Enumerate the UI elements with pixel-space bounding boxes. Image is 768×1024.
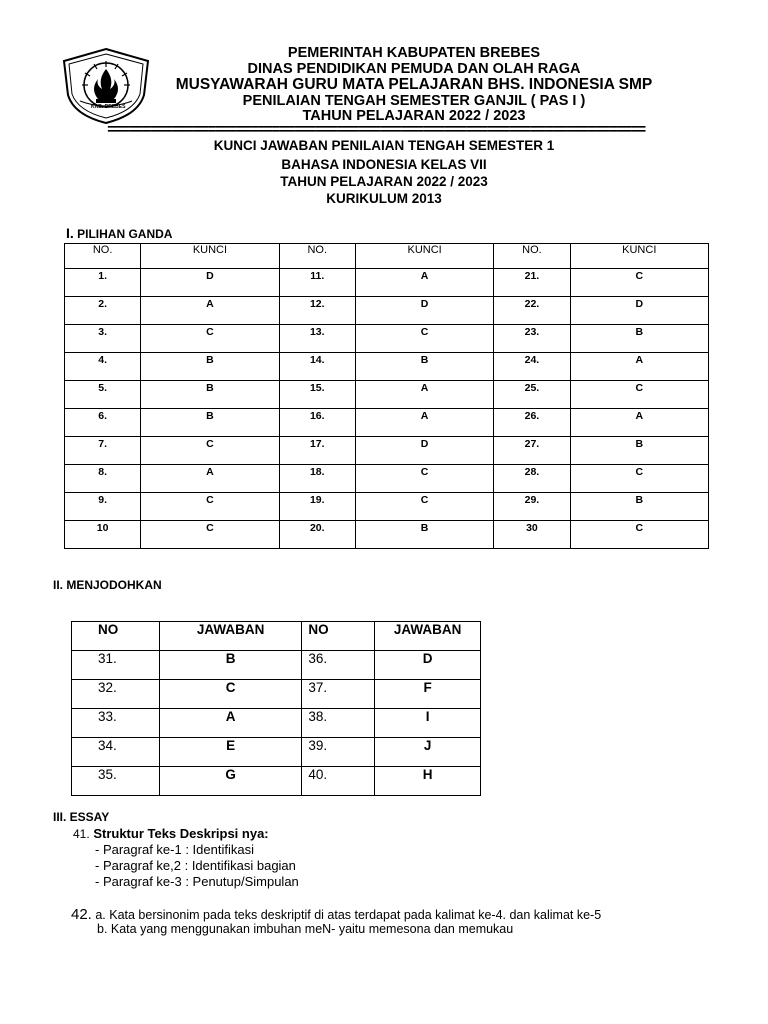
cell-no: 27. <box>494 437 570 465</box>
cell-no: 17. <box>279 437 355 465</box>
essay-question-42 <box>71 906 601 923</box>
cell-no: 9. <box>65 493 141 521</box>
doc-curriculum: KURIKULUM 2013 <box>326 191 442 206</box>
header-kunci: KUNCI <box>355 244 493 269</box>
cell-kunci: B <box>570 437 708 465</box>
header-jawaban: JAWABAN <box>159 622 302 651</box>
table-row <box>72 651 481 680</box>
cell-kunci: C <box>355 493 493 521</box>
table-row <box>65 409 709 437</box>
cell-kunci: D <box>141 269 279 297</box>
cell-no: 1. <box>65 269 141 297</box>
cell-no: 39. <box>302 738 375 767</box>
cell-no: 21. <box>494 269 570 297</box>
cell-jawaban: A <box>159 709 302 738</box>
cell-kunci: A <box>141 297 279 325</box>
cell-kunci: B <box>570 325 708 353</box>
cell-no: 28. <box>494 465 570 493</box>
cell-kunci: B <box>141 409 279 437</box>
table-row <box>72 680 481 709</box>
cell-kunci: B <box>355 353 493 381</box>
essay-question-41 <box>73 826 269 841</box>
cell-jawaban: E <box>159 738 302 767</box>
table-row <box>65 325 709 353</box>
header-no: NO. <box>65 244 141 269</box>
cell-kunci: C <box>141 437 279 465</box>
cell-no: 4. <box>65 353 141 381</box>
cell-no: 20. <box>279 521 355 549</box>
cell-no: 3. <box>65 325 141 353</box>
header-government: PEMERINTAH KABUPATEN BREBES <box>287 45 541 61</box>
header-exam: PENILAIAN TENGAH SEMESTER GANJIL ( PAS I ) <box>242 93 586 109</box>
cell-no: 34. <box>72 738 160 767</box>
cell-no: 6. <box>65 409 141 437</box>
header-no: NO. <box>494 244 570 269</box>
header-kunci: KUNCI <box>570 244 708 269</box>
header-mgmp: MUSYAWARAH GURU MATA PELAJARAN BHS. INDONESIA SMP <box>175 76 653 93</box>
table-row <box>72 709 481 738</box>
table-row <box>65 353 709 381</box>
cell-kunci: B <box>570 493 708 521</box>
cell-kunci: D <box>570 297 708 325</box>
cell-jawaban: J <box>375 738 481 767</box>
cell-no: 15. <box>279 381 355 409</box>
cell-kunci: A <box>570 409 708 437</box>
table-row <box>72 767 481 796</box>
cell-no: 35. <box>72 767 160 796</box>
cell-no: 8. <box>65 465 141 493</box>
table-row <box>65 297 709 325</box>
cell-jawaban: F <box>375 680 481 709</box>
cell-kunci: C <box>570 269 708 297</box>
answer-a: a. Kata bersinonim pada teks deskriptif di atas terdapat pada kalimat ke-4. dan kalimat ke-5 <box>95 908 602 922</box>
cell-no: 37. <box>302 680 375 709</box>
doc-year: TAHUN PELAJARAN 2022 / 2023 <box>280 174 488 189</box>
table-row <box>72 738 481 767</box>
cell-no: 12. <box>279 297 355 325</box>
cell-no: 31. <box>72 651 160 680</box>
cell-kunci: C <box>570 465 708 493</box>
cell-no: 38. <box>302 709 375 738</box>
cell-kunci: A <box>355 269 493 297</box>
logo-caption: KAB. BREBES <box>91 104 126 110</box>
cell-no: 11. <box>279 269 355 297</box>
header-kunci: KUNCI <box>141 244 279 269</box>
header-department: DINAS PENDIDIKAN PEMUDA DAN OLAH RAGA <box>247 61 581 77</box>
cell-kunci: C <box>141 493 279 521</box>
cell-kunci: A <box>355 381 493 409</box>
section-menjodohkan-title: II. MENJODOHKAN <box>53 578 162 592</box>
section-title-text: PILIHAN GANDA <box>77 227 173 241</box>
cell-jawaban: B <box>159 651 302 680</box>
table-header-row <box>65 244 709 269</box>
cell-kunci: D <box>355 437 493 465</box>
cell-no: 36. <box>302 651 375 680</box>
answer-b: b. Kata yang menggunakan imbuhan meN- yaitu memesona dan memukau <box>97 922 514 936</box>
cell-kunci: B <box>141 353 279 381</box>
cell-kunci: D <box>355 297 493 325</box>
cell-no: 40. <box>302 767 375 796</box>
doc-subject: BAHASA INDONESIA KELAS VII <box>281 157 487 172</box>
cell-kunci: C <box>355 325 493 353</box>
cell-jawaban: G <box>159 767 302 796</box>
cell-kunci: C <box>570 521 708 549</box>
list-item: - Paragraf ke-3 : Penutup/Simpulan <box>95 874 299 889</box>
list-item: - Paragraf ke,2 : Identifikasi bagian <box>95 858 296 873</box>
cell-jawaban: H <box>375 767 481 796</box>
cell-no: 16. <box>279 409 355 437</box>
cell-no: 19. <box>279 493 355 521</box>
cell-no: 5. <box>65 381 141 409</box>
cell-kunci: B <box>355 521 493 549</box>
question-title: Struktur Teks Deskripsi nya: <box>93 826 269 841</box>
question-number: 42. <box>71 906 92 923</box>
cell-no: 24. <box>494 353 570 381</box>
table-row <box>65 269 709 297</box>
table-header-row <box>72 622 481 651</box>
cell-kunci: C <box>570 381 708 409</box>
header-separator: =========================================================================== <box>107 122 645 138</box>
section-pilihan-ganda-title <box>66 225 172 241</box>
cell-kunci: A <box>141 465 279 493</box>
cell-no: 7. <box>65 437 141 465</box>
cell-kunci: C <box>141 325 279 353</box>
cell-no: 2. <box>65 297 141 325</box>
cell-no: 13. <box>279 325 355 353</box>
cell-jawaban: D <box>375 651 481 680</box>
cell-jawaban: C <box>159 680 302 709</box>
cell-kunci: A <box>355 409 493 437</box>
cell-no: 25. <box>494 381 570 409</box>
table-row <box>65 493 709 521</box>
table-row <box>65 381 709 409</box>
header-jawaban: JAWABAN <box>375 622 481 651</box>
header-no: NO <box>72 622 160 651</box>
table-row <box>65 521 709 549</box>
question-number: 41. <box>73 827 90 841</box>
cell-no: 10 <box>65 521 141 549</box>
table-row <box>65 465 709 493</box>
cell-no: 32. <box>72 680 160 709</box>
cell-no: 30 <box>494 521 570 549</box>
cell-no: 18. <box>279 465 355 493</box>
header-year: TAHUN PELAJARAN 2022 / 2023 <box>302 108 526 124</box>
cell-kunci: C <box>141 521 279 549</box>
table-row <box>65 437 709 465</box>
section-essay-title: III. ESSAY <box>53 810 110 824</box>
cell-kunci: A <box>570 353 708 381</box>
cell-no: 23. <box>494 325 570 353</box>
cell-no: 14. <box>279 353 355 381</box>
cell-no: 26. <box>494 409 570 437</box>
header-no: NO. <box>279 244 355 269</box>
cell-no: 29. <box>494 493 570 521</box>
doc-title: KUNCI JAWABAN PENILAIAN TENGAH SEMESTER 1 <box>213 138 555 153</box>
cell-no: 22. <box>494 297 570 325</box>
cell-kunci: B <box>141 381 279 409</box>
list-item: - Paragraf ke-1 : Identifikasi <box>95 842 254 857</box>
header-no: NO <box>302 622 375 651</box>
cell-kunci: C <box>355 465 493 493</box>
section-roman-numeral: I. <box>66 225 74 241</box>
cell-no: 33. <box>72 709 160 738</box>
pilihan-ganda-table <box>64 243 709 549</box>
menjodohkan-table <box>71 621 481 796</box>
cell-jawaban: I <box>375 709 481 738</box>
